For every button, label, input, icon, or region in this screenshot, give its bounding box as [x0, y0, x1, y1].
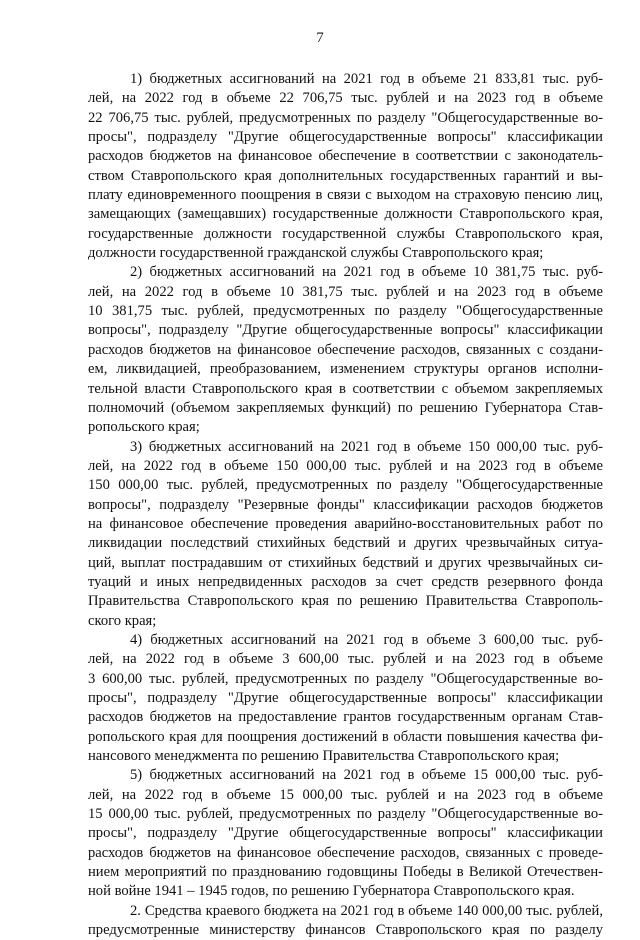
text-line: замещающих (замещавших) государственные должности Ставропольского края,	[88, 206, 603, 223]
text-line: расходов бюджетов на финансовое обеспечение в соответствии с законодатель-	[88, 148, 603, 165]
text-line: ций, выплат пострадавшим от стихийных бедствий и других чрезвычайных си-	[88, 554, 603, 571]
text-line: лей, на 2022 год в объеме 3 600,00 тыс. рублей и на 2023 год в объеме	[88, 651, 603, 668]
text-line: 150 000,00 тыс. рублей, предусмотренных по разделу "Общегосударственные	[88, 477, 603, 494]
text-line: на финансовое обеспечение проведения аварийно-восстановительных работ по	[88, 515, 603, 532]
text-line: 15 000,00 тыс. рублей, предусмотренных по разделу "Общегосударственные во-	[88, 806, 603, 823]
text-line: лей, на 2022 год в объеме 150 000,00 тыс. рублей и на 2023 год в объеме	[88, 457, 603, 474]
text-line: Правительства Ставропольского края по решению Правительства Ставрополь-	[88, 593, 603, 610]
text-line: 2. Средства краевого бюджета на 2021 год в объеме 140 000,00 тыс. рублей,	[130, 902, 603, 919]
text-line: лей, на 2022 год в объеме 15 000,00 тыс. рублей и на 2023 год в объеме	[88, 786, 603, 803]
text-line: 10 381,75 тыс. рублей, предусмотренных по разделу "Общегосударственные	[88, 303, 603, 320]
text-line: государственные должности государственной службы Ставропольского края,	[88, 225, 603, 242]
text-line: ликвидации последствий стихийных бедствий и других чрезвычайных ситуа-	[88, 535, 603, 552]
text-line: 2) бюджетных ассигнований на 2021 год в объеме 10 381,75 тыс. руб-	[130, 264, 603, 281]
text-line: ем, ликвидацией, преобразованием, изменением структуры органов исполни-	[88, 361, 603, 378]
text-line: нансового менеджмента по решению Правительства Ставропольского края;	[88, 748, 560, 765]
document-body	[88, 70, 603, 940]
text-line: ропольского края для поощрения достижений в области повышения качества фи-	[88, 728, 603, 745]
text-line: 4) бюджетных ассигнований на 2021 год в объеме 3 600,00 тыс. руб-	[130, 631, 603, 648]
text-line: ной войне 1941 – 1945 годов, по решению Губернатора Ставропольского края.	[88, 883, 575, 900]
text-line: полномочий (объемом закрепляемых функций) по решению Губернатора Став-	[88, 399, 603, 416]
text-line: 3) бюджетных ассигнований на 2021 год в объеме 150 000,00 тыс. руб-	[130, 438, 603, 455]
text-line: нием мероприятий по празднованию годовщины Победы в Великой Отечествен-	[88, 864, 603, 881]
text-line: ского края;	[88, 612, 157, 629]
text-line: лей, на 2022 год в объеме 22 706,75 тыс. рублей и на 2023 год в объеме	[88, 90, 603, 107]
text-line: 5) бюджетных ассигнований на 2021 год в объеме 15 000,00 тыс. руб-	[130, 767, 603, 784]
text-line: 1) бюджетных ассигнований на 2021 год в объеме 21 833,81 тыс. руб-	[130, 71, 603, 87]
text-line: ропольского края;	[88, 419, 200, 436]
text-line: расходов бюджетов на предоставление грантов государственным органам Став-	[88, 709, 603, 726]
text-line: лей, на 2022 год в объеме 10 381,75 тыс. рублей и на 2023 год в объеме	[88, 283, 603, 300]
text-line: расходов бюджетов на финансовое обеспечение расходов, связанных с создани-	[88, 341, 603, 358]
text-line: вопросы", подразделу "Другие общегосударственные вопросы" классификации	[88, 322, 603, 339]
text-line: просы", подразделу "Другие общегосударственные вопросы" классификации	[88, 825, 603, 842]
page-number: 7	[316, 30, 324, 46]
text-line: ством Ставропольского края дополнительных государственных гарантий и вы-	[88, 167, 603, 184]
text-line: просы", подразделу "Другие общегосударственные вопросы" классификации	[88, 690, 603, 706]
text-line: вопросы", подразделу "Резервные фонды" классификации расходов бюджетов	[88, 496, 603, 513]
text-line: 22 706,75 тыс. рублей, предусмотренных по разделу "Общегосударственные во-	[88, 109, 603, 126]
text-line: предусмотренные министерству финансов Ставропольского края по разделу	[88, 922, 603, 939]
text-line: плату единовременного поощрения в связи с выходом на страховую пенсию лиц,	[88, 187, 603, 204]
text-line: 3 600,00 тыс. рублей, предусмотренных по разделу "Общегосударственные во-	[88, 670, 603, 687]
text-line: должности государственной гражданской службы Ставропольского края;	[88, 245, 544, 262]
text-line: туаций и иных непредвиденных расходов за счет средств резервного фонда	[88, 573, 603, 590]
text-line: просы", подразделу "Другие общегосударственные вопросы" классификации	[88, 129, 603, 146]
text-line: расходов бюджетов на финансовое обеспечение расходов, связанных с проведе-	[88, 844, 603, 861]
text-line: тельной власти Ставропольского края в соответствии с объемом закрепляемых	[88, 380, 603, 397]
